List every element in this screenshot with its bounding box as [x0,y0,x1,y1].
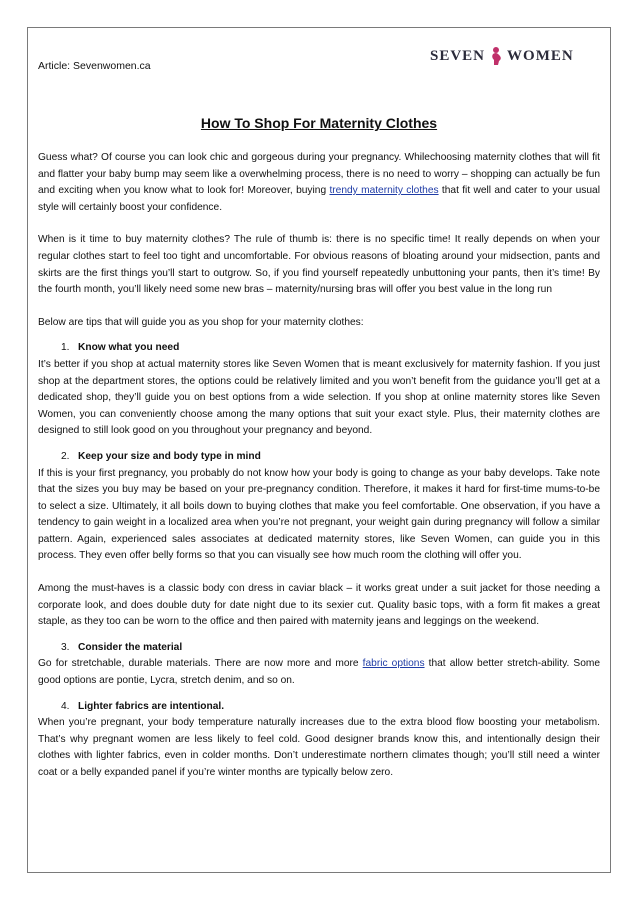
intro-paragraph-1: Guess what? Of course you can look chic and gorgeous during your pregnancy. Whilechoosing maternity clothes that will fit and flatter your baby bump may seem like a overwhelming process, there is no need to worry – shopping can actually be fun and exciting when you know what to look for! Moreover, buying trendy maternity clothes that fit well and cater to your usual style will certainly boost your confidence. [38,152,600,213]
logo-text-right: WOMEN [507,47,574,64]
logo-text-left: SEVEN [430,47,486,64]
tip-4-heading: 4. Lighter fabrics are intentional. [61,700,225,712]
tip-2-extra-text: Among the must-haves is a classic body con dress in caviar black – it works great under a suit jacket for those needing a corporate look, and does double duty for date night due to its sexier cut. Quality basic tops, with a form fit makes a great staple, as they too can be worn to the office and then paired with maternity jeans and leggings on the weekend. [38,583,600,628]
tip-2-heading: 2. Keep your size and body type in mind [61,450,261,462]
tip-1-text: It’s better if you shop at actual maternity stores like Seven Women that is meant exclusively for maternity fashion. If you just shop at the department stores, the options could be relatively limited and you won’t benefit from the guidance you’ll get at a dedicated shop, they’ll guide you on best options from a wide selection. If you shop at online maternity stores like Seven Women, you can conveniently choose among the many options that suit your exact style. Plus, their maternity clothes are designed to still look good on you throughout your pregnancy and beyond. [38,358,600,437]
article-body [38,150,600,782]
intro-paragraph-2: When is it time to buy maternity clothes? The rule of thumb is: there is no specific time! It really depends on when your regular clothes start to feel too tight and uncomfortable. For obvious reasons of bloating around your midsection, pants and skirts are the first things you’ll start to outgrow. So, if you find yourself repeatedly unbuttoning your pants, then it’s time! By the fourth month, you’ll likely need some new bras – maternity/nursing bras will offer you best value in the long run [38,234,600,296]
intro-paragraph-3: Below are tips that will guide you as you shop for your maternity clothes: [38,316,364,328]
fabric-options-link[interactable]: fabric options [362,658,425,670]
pregnant-woman-logo-icon [488,46,504,66]
tip-4-text: When you’re pregnant, your body temperature naturally increases due to the extra blood flow boosting your metabolism. That’s why pregnant women are less likely to feel cold. Good designer brands know this, and intentionally design their clothes with lighter fabrics, even in colder months. Don’t underestimate northern climates though; you’ll still need a winter coat or a belly expanded panel if you’re winter months are typically below zero. [38,717,600,778]
tip-2-text: If this is your first pregnancy, you probably do not know how your body is going to change as your baby develops. Take note that the sizes you buy may be based on your pre-pregnancy condition. Therefore, it makes it hard for first-time mums-to-be to select a size. Ultimately, it all boils down to buying clothes that make you feel comfortable. One observation, if you have a tendency to gain weight in a localized area when you’re not pregnant, your weight gain during pregnancy will follow a similar pattern. Again, experienced sales associates at dedicated maternity stores, like Seven Women, can guide you in this process. They even offer belly forms so that you can visually see how much room the clothing will offer you. [38,467,600,562]
tip-1-heading: 1. Know what you need [61,342,180,354]
trendy-maternity-clothes-link[interactable]: trendy maternity clothes [329,185,439,197]
article-source-label: Article: Sevenwomen.ca [38,60,151,72]
tip-3-text: Go for stretchable, durable materials. There are now more and more fabric options that allow better stretch-ability. Some good options are pontie, Lycra, stretch denim, and so on. [38,658,601,687]
seven-women-logo [430,46,574,66]
article-title: How To Shop For Maternity Clothes [200,115,438,131]
tip-3-heading: 3. Consider the material [61,641,183,653]
